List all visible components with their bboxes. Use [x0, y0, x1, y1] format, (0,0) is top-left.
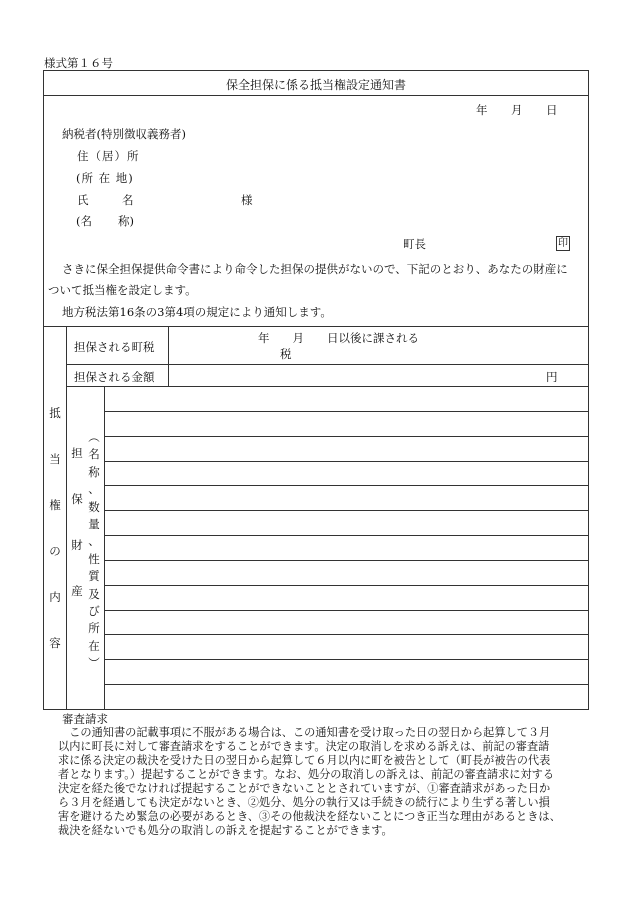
section-label-char: 容	[49, 636, 61, 650]
review-heading: 審査請求	[62, 712, 108, 726]
table-col-divider-1	[66, 326, 67, 709]
property-ruled-line	[104, 510, 588, 511]
review-line: 決定を経た後でなければ提起することができないこととされていますが、①審査請求があった日か	[58, 782, 551, 795]
property-label-char: 保	[71, 492, 83, 506]
property-ruled-line	[104, 535, 588, 536]
row-divider-amount	[66, 386, 588, 387]
property-detail-char: 質	[88, 569, 100, 584]
property-detail-char: 所	[88, 621, 100, 636]
section-label-char: 権	[49, 498, 61, 512]
property-label-char: 担	[71, 446, 83, 460]
property-detail-char: 在	[88, 638, 100, 653]
honorific-sama: 様	[241, 193, 253, 207]
property-detail-char: 、	[88, 482, 100, 497]
review-line: 裁決を経ないでも処分の取消しの訴えを提起することができます。	[58, 824, 393, 837]
taxpayer-heading: 納税者(特別徴収義務者)	[62, 127, 186, 141]
property-label-outer	[69, 430, 85, 614]
date-month-label: 月	[511, 103, 523, 117]
property-ruled-line	[104, 659, 588, 660]
property-ruled-line	[104, 485, 588, 486]
section-label-char: 抵	[49, 406, 61, 420]
corp-name-label-char2: 称)	[118, 214, 134, 228]
body-line-1: さきに保全担保提供命令書により命令した担保の提供がないので、下記のとおり、あなたの財産に	[62, 262, 568, 276]
section-label-char: 内	[49, 590, 61, 604]
frame-top	[43, 70, 589, 71]
property-ruled-line	[104, 684, 588, 685]
property-ruled-line	[104, 436, 588, 437]
property-detail-char: ︶	[88, 656, 100, 671]
form-number: 様式第１６号	[44, 56, 113, 70]
table-col-divider-2	[168, 326, 169, 386]
property-detail-char: 量	[88, 517, 100, 532]
secured-amount-label: 担保される金額	[74, 370, 155, 384]
secured-tax-value-line2: 税	[280, 347, 292, 361]
property-ruled-line	[104, 610, 588, 611]
review-line: ら３月を経過しても決定がないとき、②処分、処分の執行又は手続きの続行により生ずる著しい損	[58, 796, 550, 809]
frame-bottom	[43, 709, 589, 710]
review-line: 求に係る決定の裁決を受けた日の翌日から起算して６月以内に町を被告として（町長が被告の代表	[58, 754, 551, 767]
property-ruled-line	[104, 634, 588, 635]
name-label-char2: 名	[122, 193, 134, 207]
property-ruled-line	[104, 461, 588, 462]
table-col-divider-3	[104, 386, 105, 709]
issuer-title: 町長	[403, 237, 426, 251]
property-detail-char: 名	[88, 447, 100, 462]
date-day-label: 日	[546, 103, 558, 117]
seal-box: 印	[558, 238, 568, 249]
review-line: 以内に町長に対して審査請求をすることができます。決定の取消しを求める訴えは、前記の審査請	[58, 740, 550, 753]
property-ruled-line	[104, 411, 588, 412]
body-line-3: 地方税法第16条の3第4項の規定により通知します。	[62, 305, 332, 319]
review-line: 者となります。）提起することができます。なお、処分の取消しの訴えは、前記の審査請求に対する	[58, 768, 555, 781]
property-detail-char: 及	[88, 586, 100, 601]
property-label-char: 財	[71, 538, 83, 552]
secured-tax-value-line1: 年 月 日以後に課される	[258, 331, 419, 345]
property-detail-char: び	[88, 604, 100, 619]
corp-name-label-char1: (名	[76, 214, 92, 228]
property-ruled-line	[104, 560, 588, 561]
review-line: 害を避けるため緊急の必要があるとき、③その他裁決を経ないことにつき正当な理由があるときは、	[58, 810, 561, 823]
body-line-2: ついて抵当権を設定します。	[48, 283, 197, 297]
section-label-lien-content	[46, 390, 64, 666]
date-year-label: 年	[476, 103, 488, 117]
document-title: 保全担保に係る抵当権設定通知書	[225, 78, 406, 92]
name-label-char1: 氏	[77, 193, 89, 207]
review-line: この通知書の記載事項に不服がある場合は、この通知書を受け取った日の翌日から起算して３月	[58, 726, 551, 739]
property-detail-char: ︵	[88, 430, 100, 444]
seal-mark	[556, 235, 570, 251]
property-detail-char: 称	[88, 464, 100, 479]
property-ruled-line	[104, 585, 588, 586]
property-label-inner	[86, 429, 102, 673]
title-divider	[43, 95, 589, 96]
amount-yen-unit: 円	[546, 370, 558, 384]
property-label-char: 産	[71, 584, 83, 598]
frame-left	[43, 70, 44, 709]
property-detail-char: 性	[88, 551, 100, 566]
row-divider-tax	[66, 364, 588, 365]
property-detail-char: 数	[88, 499, 100, 514]
property-detail-char: 、	[88, 534, 100, 549]
location-label: (所 在 地)	[76, 171, 134, 185]
secured-tax-label: 担保される町税	[74, 340, 155, 354]
frame-right	[588, 70, 589, 709]
table-top-border	[43, 326, 589, 327]
address-label: 住（居）所	[77, 149, 140, 163]
section-label-char: の	[49, 544, 61, 558]
section-label-char: 当	[49, 452, 61, 466]
